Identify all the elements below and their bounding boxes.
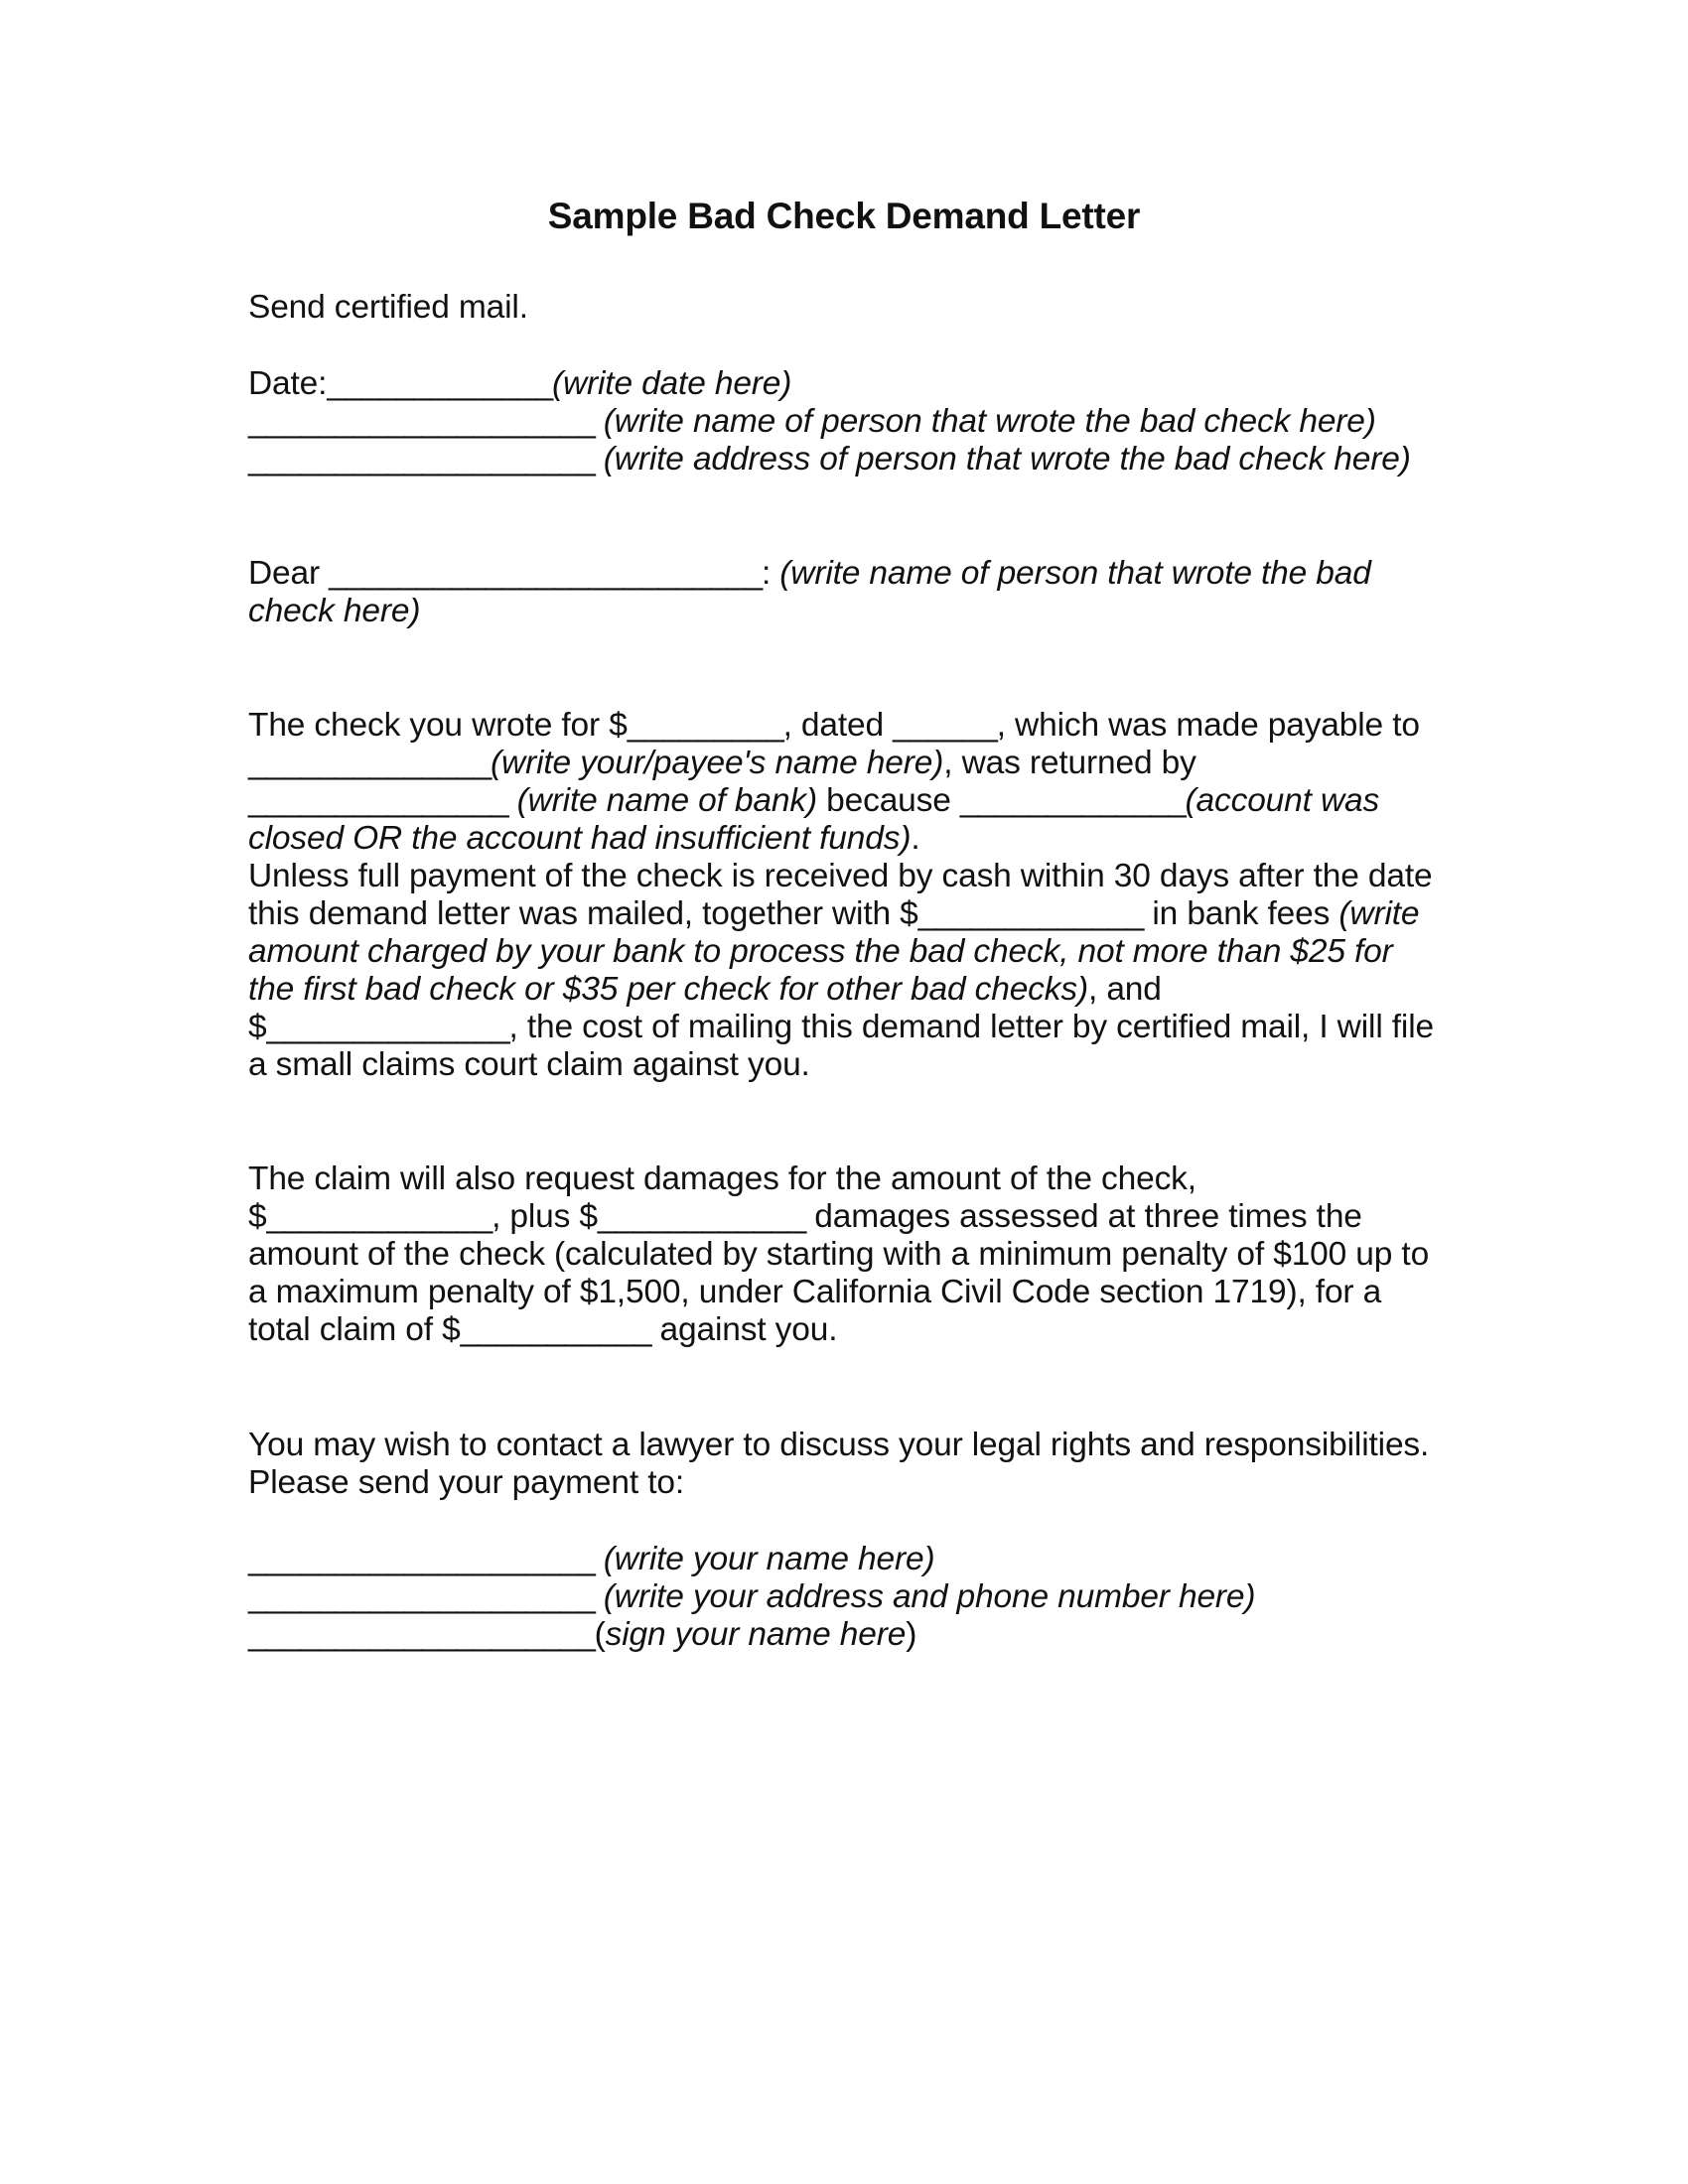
sender-address-hint: (write your address and phone number here) (603, 1578, 1256, 1615)
p1-line-2 (248, 745, 1196, 782)
bank-fees-hint-end: the first bad check or $35 per check for other bad checks) (248, 971, 1088, 1008)
check-date-blank[interactable]: ______ (893, 707, 997, 744)
sender-name-hint: (write your name here) (603, 1541, 935, 1577)
signature-hint-open: ( (594, 1616, 606, 1653)
date-label: Date: (248, 365, 328, 402)
salutation-hint-continued: check here) (248, 593, 421, 629)
total-claim-blank[interactable]: ___________ (460, 1311, 651, 1348)
signature-line (248, 1616, 916, 1654)
return-reason-hint: (account was (1185, 782, 1380, 819)
signature-blank[interactable]: ____________________ (248, 1616, 595, 1653)
salutation-line (248, 555, 1371, 593)
p1-text: , which was made payable to (996, 707, 1420, 744)
p2-text: $ (248, 1198, 267, 1235)
treble-damages-blank[interactable]: ____________ (597, 1198, 806, 1235)
p1-text: , the cost of mailing this demand letter by certified mail, I will file (508, 1009, 1434, 1045)
salutation-name-blank[interactable]: _________________________ (329, 555, 762, 592)
p1-text: . (911, 820, 920, 857)
salutation-colon: : (761, 555, 780, 592)
date-blank[interactable]: _____________ (327, 365, 552, 402)
recipient-address-hint: (write address of person that wrote the bad check here) (603, 441, 1411, 478)
p2-line-3: amount of the check (calculated by starting with a minimum penalty of $100 up to (248, 1236, 1430, 1273)
sender-name-line (248, 1541, 934, 1578)
p2-text: against you. (650, 1311, 838, 1348)
p2-text: damages assessed at three times the (805, 1198, 1362, 1235)
p2-line-1: The claim will also request damages for the amount of the check, (248, 1160, 1196, 1197)
date-hint: (write date here) (551, 365, 792, 402)
check-amount-damages-blank[interactable]: _____________ (266, 1198, 492, 1235)
document-title: Sample Bad Check Demand Letter (547, 196, 1141, 236)
bank-fees-hint: (write (1338, 895, 1420, 932)
p1-text: , was returned by (943, 745, 1196, 781)
p1-text: , dated (782, 707, 894, 744)
p1-text: in bank fees (1143, 895, 1339, 932)
p1-line-7: amount charged by your bank to process the bad check, not more than $25 for (248, 933, 1393, 970)
p1-line-8 (248, 971, 1162, 1009)
bank-name-blank[interactable]: _______________ (248, 782, 508, 819)
recipient-name-line (248, 403, 1376, 441)
p2-line-5 (248, 1311, 837, 1349)
salutation-greeting: Dear (248, 555, 330, 592)
salutation-hint: (write name of person that wrote the bad (779, 555, 1371, 592)
recipient-address-blank[interactable]: ____________________ (248, 441, 595, 478)
p2-text: , plus $ (492, 1198, 598, 1235)
signature-hint: sign your name here (605, 1616, 907, 1653)
p3-line-2: Please send your payment to: (248, 1464, 685, 1501)
recipient-name-blank[interactable]: ____________________ (248, 403, 595, 440)
p1-text: , and (1088, 971, 1162, 1008)
p1-line-4 (248, 820, 920, 858)
p1-line-5: Unless full payment of the check is received by cash within 30 days after the date (248, 858, 1433, 894)
return-reason-hint-continued: closed OR the account had insufficient funds) (248, 820, 912, 857)
p1-line-9 (248, 1009, 1434, 1046)
p2-line-2 (248, 1198, 1362, 1236)
mailing-cost-blank[interactable]: ______________ (266, 1009, 509, 1045)
p1-line-6 (248, 895, 1419, 933)
recipient-address-line (248, 441, 1411, 478)
p1-line-1 (248, 707, 1420, 745)
p2-line-4: a maximum penalty of $1,500, under California Civil Code section 1719), for a (248, 1274, 1382, 1310)
sender-address-line (248, 1578, 1255, 1616)
p1-line-10: a small claims court claim against you. (248, 1046, 810, 1083)
sender-name-blank[interactable]: ____________________ (248, 1541, 595, 1577)
instruction-line: Send certified mail. (248, 289, 528, 326)
return-reason-blank[interactable]: _____________ (959, 782, 1186, 819)
p1-text: this demand letter was mailed, together with $ (248, 895, 918, 932)
signature-hint-close: ) (906, 1616, 917, 1653)
check-amount-blank[interactable]: _________ (627, 707, 783, 744)
payee-name-blank[interactable]: ______________ (248, 745, 492, 781)
p2-text: total claim of $ (248, 1311, 461, 1348)
p3-line-1: You may wish to contact a lawyer to discuss your legal rights and responsibilities. (248, 1427, 1430, 1463)
recipient-name-hint: (write name of person that wrote the bad check here) (603, 403, 1376, 440)
bank-name-hint: (write name of bank) (507, 782, 817, 819)
bank-fees-blank[interactable]: _____________ (917, 895, 1144, 932)
date-line (248, 365, 791, 403)
payee-name-hint: (write your/payee's name here) (491, 745, 944, 781)
p1-text: The check you wrote for $ (248, 707, 628, 744)
p1-text: $ (248, 1009, 267, 1045)
sender-address-blank[interactable]: ____________________ (248, 1578, 595, 1615)
p1-line-3 (248, 782, 1379, 820)
p1-text: because (816, 782, 960, 819)
